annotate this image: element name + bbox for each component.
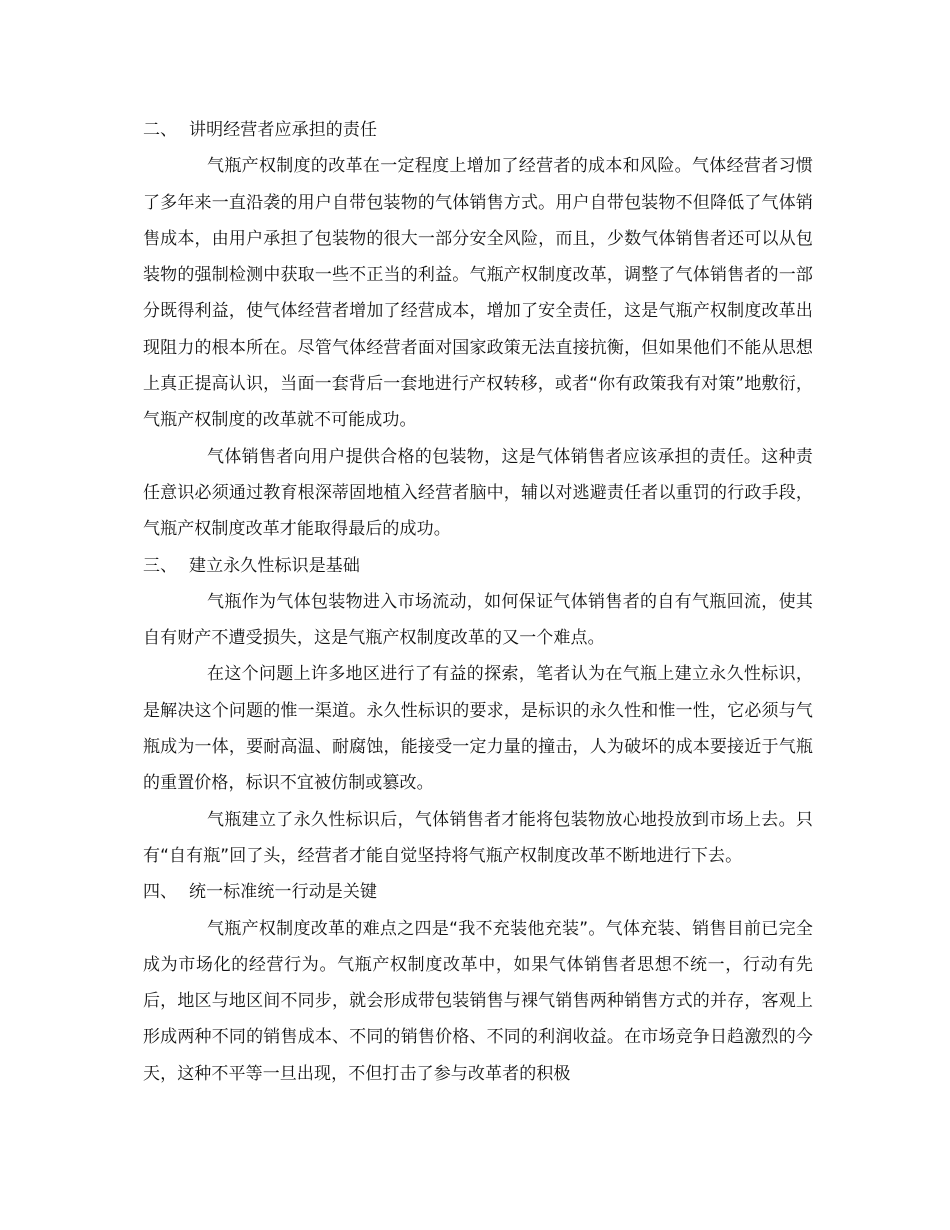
paragraph: 气瓶建立了永久性标识后，气体销售者才能将包装物放心地投放到市场上去。只有“自有瓶”回了头，经营者才能自觉坚持将气瓶产权制度改革不断地进行下去。 [143, 809, 813, 866]
paragraph: 气体销售者向用户提供合格的包装物，这是气体销售者应该承担的责任。这种责任意识必须通过教育根深蒂固地植入经营者脑中，辅以对逃避责任者以重罚的行政手段，气瓶产权制度改革才能取得最后的成功。 [143, 446, 813, 540]
section-heading [143, 112, 813, 148]
section-number: 二、 [143, 120, 178, 140]
paragraph: 气瓶产权制度改革的难点之四是“我不充装他充装”。气体充装、销售目前已完全成为市场化的经营行为。气瓶产权制度改革中，如果气体销售者思想不统一，行动有先后，地区与地区间不同步，就会形成带包装销售与裸气销售两种销售方式的并存，客观上形成两种不同的销售成本、不同的销售价格、不同的利润收益。在市场竞争日趋激烈的今天，这种不平等一旦出现，不但打击了参与改革者的积极 [143, 918, 813, 1084]
section-title: 统一标准统一行动是关键 [189, 882, 378, 903]
section-title: 讲明经营者应承担的责任 [189, 120, 378, 140]
paragraph: 气瓶作为气体包装物进入市场流动，如何保证气体销售者的自有气瓶回流，使其自有财产不遭受损失，这是气瓶产权制度改革的又一个难点。 [143, 591, 813, 649]
section-title: 建立永久性标识是基础 [189, 555, 360, 576]
section-heading [143, 874, 813, 910]
section-number: 三、 [143, 555, 178, 576]
paragraph: 气瓶产权制度的改革在一定程度上增加了经营者的成本和风险。气体经营者习惯了多年来一直沿袭的用户自带包装物的气体销售方式。用户自带包装物不但降低了气体销售成本，由用户承担了包装物的很大一部分安全风险，而且，少数气体销售者还可以从包装物的强制检测中获取一些不正当的利益。气瓶产权制度改革，调整了气体销售者的一部分既得利益，使气体经营者增加了经营成本，增加了安全责任，这是气瓶产权制度改革出现阻力的根本所在。尽管气体经营者面对国家政策无法直接抗衡，但如果他们不能从思想上真正提高认识，当面一套背后一套地进行产权转移，或者“你有政策我有对策”地敷衍，气瓶产权制度的改革就不可能成功。 [143, 156, 813, 431]
document-body [143, 112, 813, 1092]
paragraph: 在这个问题上许多地区进行了有益的探索，笔者认为在气瓶上建立永久性标识，是解决这个问题的惟一渠道。永久性标识的要求，是标识的永久性和惟一性，它必须与气瓶成为一体，要耐高温、耐腐蚀，能接受一定力量的撞击，人为破坏的成本要接近于气瓶的重置价格，标识不宜被仿制或篡改。 [143, 664, 813, 794]
section-heading [143, 548, 813, 584]
section-number: 四、 [143, 882, 178, 903]
